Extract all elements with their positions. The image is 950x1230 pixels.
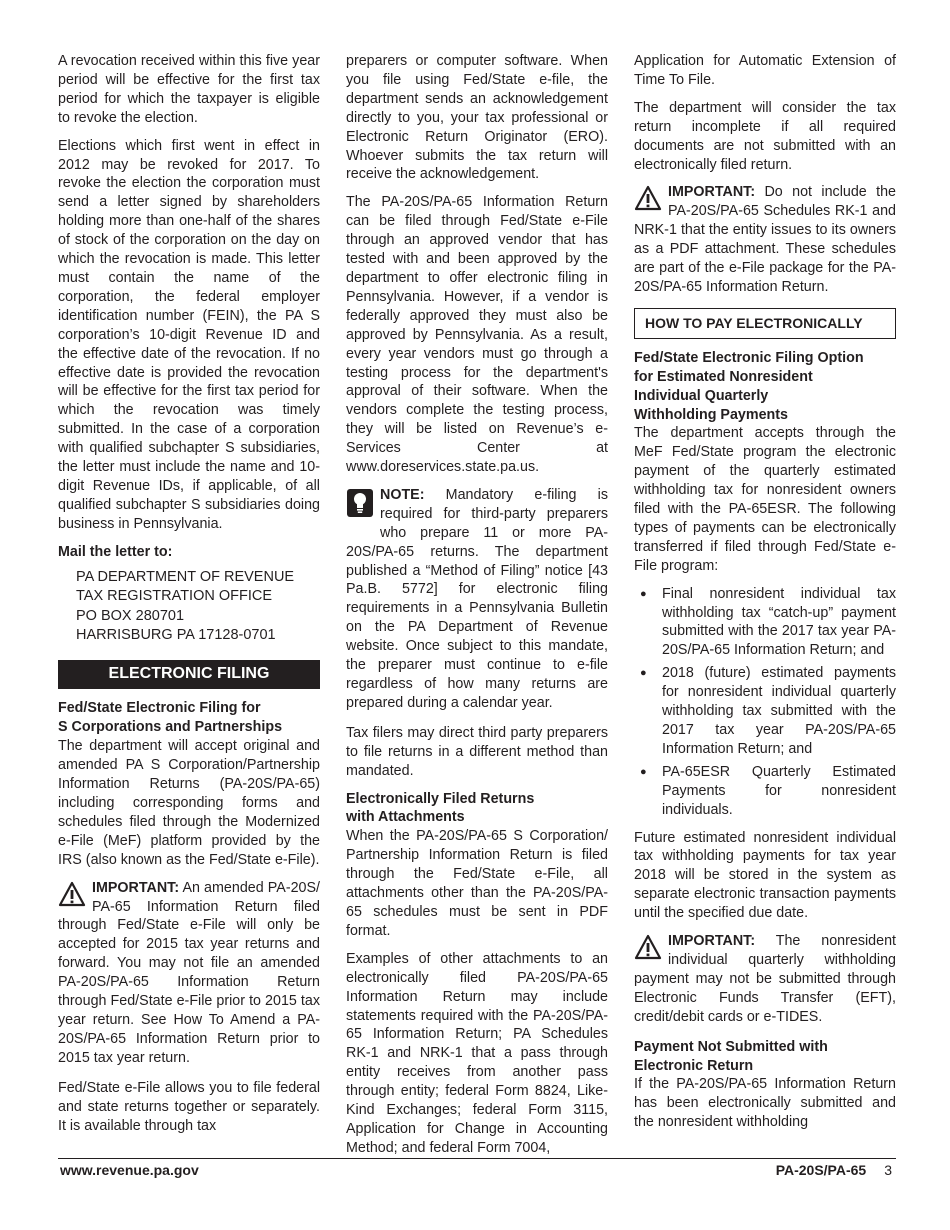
mef-payment-paragraph: The department accepts through the MeF Fed/State program the electronic payment of the quarterly estimated withholding tax for nonresident owners filed with the PA-65ESR. The following types of payments can be electronically transferred if filed through Fed/State e-File program: (634, 425, 896, 574)
payment-option-heading-line: for Estimated Nonresident (634, 368, 813, 385)
important-label: IMPORTANT: (668, 184, 756, 201)
mef-paragraph: The department will accept original and amended PA S Corporation/Partnership Information Returns (PA-20S/PA-65) including corresponding forms and schedules filed through the Modernized e-File (MeF) platform provided by the IRS (also known as the Fed/State e-File). (58, 738, 320, 868)
pdf-format-paragraph: When the PA-20S/PA-65 S Corporation/ Partnership Information Return is filed through the Fed/State e-File, all attachments other than the PA-20S/PA-65 schedules must be sent in PDF format. (346, 828, 608, 939)
important-label: IMPORTANT: (668, 933, 756, 950)
important-note-amended (58, 879, 320, 1068)
note-text: Mandatory e-filing is required for third-party preparers who prepare 11 or more PA-20S/PA-65 returns. The department published a “Method of Filing” notice [43 Pa.B. 5772] for electronic filing requirements in a Pennsylvania Bulletin on the PA Department of Revenue website. Once subject to this mandate, the preparer must continue to e-file regardless of how many returns are prepared during a calendar year. (346, 486, 608, 711)
elections-paragraph: Elections which first went in effect in 2012 may be revoked for 2017. To revoke the election the corporation must send a letter signed by shareholders holding more than one-half of the shares of stock of the corporation on the day on which the revocation is made. This letter must contain the name of the corporation, the federal employer identification number (FEIN), the PA S corporation’s 10-digit Revenue ID and the effective date of the revocation. If no effective date is provided the revocation will be effective for the first tax period for which the revocation was timely submitted. In the case of a corporation with qualified subchapter S subsidiaries, the letter must include the name and 10-digit Revenue IDs, if applicable, of all qualified subchapter S subsidiaries doing business in Pennsylvania. (58, 137, 320, 532)
page-number: 3 (884, 1162, 892, 1178)
footer-divider (58, 1158, 896, 1159)
important-text: Do not include the PA-20S/PA-65 Schedules RK-1 and NRK-1 that the entity issues to its owners as a PDF attachment. These schedules are part of the e-File package for the PA-20S/PA-65 Information Return. (634, 184, 896, 295)
how-to-pay-heading: HOW TO PAY ELECTRONICALLY (634, 308, 896, 339)
fed-state-paragraph: Fed/State e-File allows you to file federal and state returns together or separately. It is available through tax (58, 1079, 320, 1134)
electronic-filing-banner: ELECTRONIC FILING (58, 660, 320, 690)
mandatory-efiling-note (346, 486, 608, 713)
address-line: PA DEPARTMENT OF REVENUE (76, 568, 295, 585)
list-item: ● 2018 (future) estimated payments for nonresident individual quarterly withholding tax submitted with the 2017 tax year PA-20S/PA-65 Information Return; and (662, 664, 896, 759)
mailing-address (76, 568, 320, 646)
future-payments-paragraph: Future estimated nonresident individual tax withholding payments for tax year 2018 will be stored in the system as separate electronic transaction payments until the specified due date. (634, 829, 896, 922)
lightbulb-icon (346, 488, 374, 524)
important-label: IMPORTANT: (92, 879, 180, 896)
third-party-paragraph: Tax filers may direct third party preparers to file returns in a different method than mandated. (346, 724, 608, 779)
footer-website-link[interactable]: www.revenue.pa.gov (60, 1162, 199, 1178)
subsection-heading-line: Fed/State Electronic Filing for (58, 700, 261, 717)
payment-option-heading-line: Individual Quarterly (634, 387, 769, 404)
list-item: ● PA-65ESR Quarterly Estimated Payments for nonresident individuals. (662, 763, 896, 820)
payment-not-submitted-heading-line: Payment Not Submitted with (634, 1038, 828, 1055)
column-3 (634, 52, 896, 1141)
note-label: NOTE: (380, 486, 425, 503)
column-2 (346, 52, 608, 1167)
payment-not-submitted-heading-line: Electronic Return (634, 1057, 754, 1074)
attachments-heading (346, 790, 608, 828)
attachments-heading-line: with Attachments (346, 809, 465, 826)
vendor-paragraph: The PA-20S/PA-65 Information Return can be filed through Fed/State e-File through an approved vendor that has tested with and been approved by the department to offer electronic filing in Pennsylvania. However, if a vendor is federally approved they must also be approved by Pennsylvania. As a result, every year vendors must go through a testing process for the department's approval of their software. When the vendors complete the testing process, they will be listed on Revenue’s e-Services Center at www.doreservices.state.pa.us. (346, 194, 608, 476)
payment-option-heading-line: Fed/State Electronic Filing Option (634, 349, 864, 366)
subsection-heading (58, 699, 320, 737)
form-code: PA-20S/PA-65 (775, 1162, 867, 1178)
subsection-heading-line: S Corporations and Partnerships (58, 719, 283, 736)
warning-icon (58, 881, 86, 913)
important-text: An amended PA-20S/ PA-65 Information Return filed through Fed/State e-File will only be accepted for 2015 tax year returns and forward. You may not file an amended PA-20S/PA-65 Information Return through Fed/State e-File prior to 2015 tax year return. See How To Amend a PA-20S/PA-65 Information Return prior to 2015 tax year return. (58, 879, 320, 1066)
important-note-withholding (634, 932, 896, 1027)
warning-icon (634, 934, 662, 966)
address-line: PO BOX 280701 (76, 607, 185, 624)
attachment-examples-paragraph: Examples of other attachments to an electronically filed PA-20S/PA-65 Information Return may include statements required with the PA-20S/PA-65 Information Return; PA Schedules RK-1 and NRK-1 that a pass through entity receives from another pass through entity; federal Form 8824, Like-Kind Exchanges; federal Form 3115, Application for Change in Accounting Method; and federal Form 7004, (346, 950, 608, 1156)
payment-types-list (634, 585, 896, 820)
important-text: The nonresident individual quarterly withholding payment may not be submitted through Electronic Funds Transfer (EFT), credit/debit cards or e-TIDES. (634, 933, 896, 1025)
payment-option-heading-line: Withholding Payments (634, 406, 788, 423)
important-note-schedules (634, 183, 896, 296)
attachments-heading-line: Electronically Filed Returns (346, 790, 535, 807)
extension-paragraph: Application for Automatic Extension of Time To File. (634, 53, 896, 88)
list-item: ● Final nonresident individual tax withholding tax “catch-up” payment submitted with the 2017 tax year PA-20S/PA-65 Information Return; and (662, 585, 896, 661)
payment-not-submitted-heading (634, 1038, 896, 1076)
preparers-paragraph: preparers or computer software. When you file using Fed/State e-file, the department sends an acknowledgement directly to you, your tax professional or Electronic Return Originator (ERO). Whoever submits the tax return will receive the acknowledgement. (346, 53, 608, 183)
column-1 (58, 52, 320, 1144)
submitted-return-paragraph: If the PA-20S/PA-65 Information Return has been electronically submitted and the nonresident withholding (634, 1076, 896, 1131)
footer-page-info (776, 1162, 892, 1178)
address-line: HARRISBURG PA 17128-0701 (76, 627, 276, 644)
mail-heading: Mail the letter to: (58, 543, 173, 560)
incomplete-return-paragraph: The department will consider the tax return incomplete if all required documents are not submitted with an electronically filed return. (634, 99, 896, 173)
revocation-paragraph: A revocation received within this five year period will be effective for the first tax period for which the taxpayer is eligible to revoke the election. (58, 53, 320, 126)
address-line: TAX REGISTRATION OFFICE (76, 588, 273, 605)
warning-icon (634, 185, 662, 217)
payment-option-heading (634, 349, 896, 425)
